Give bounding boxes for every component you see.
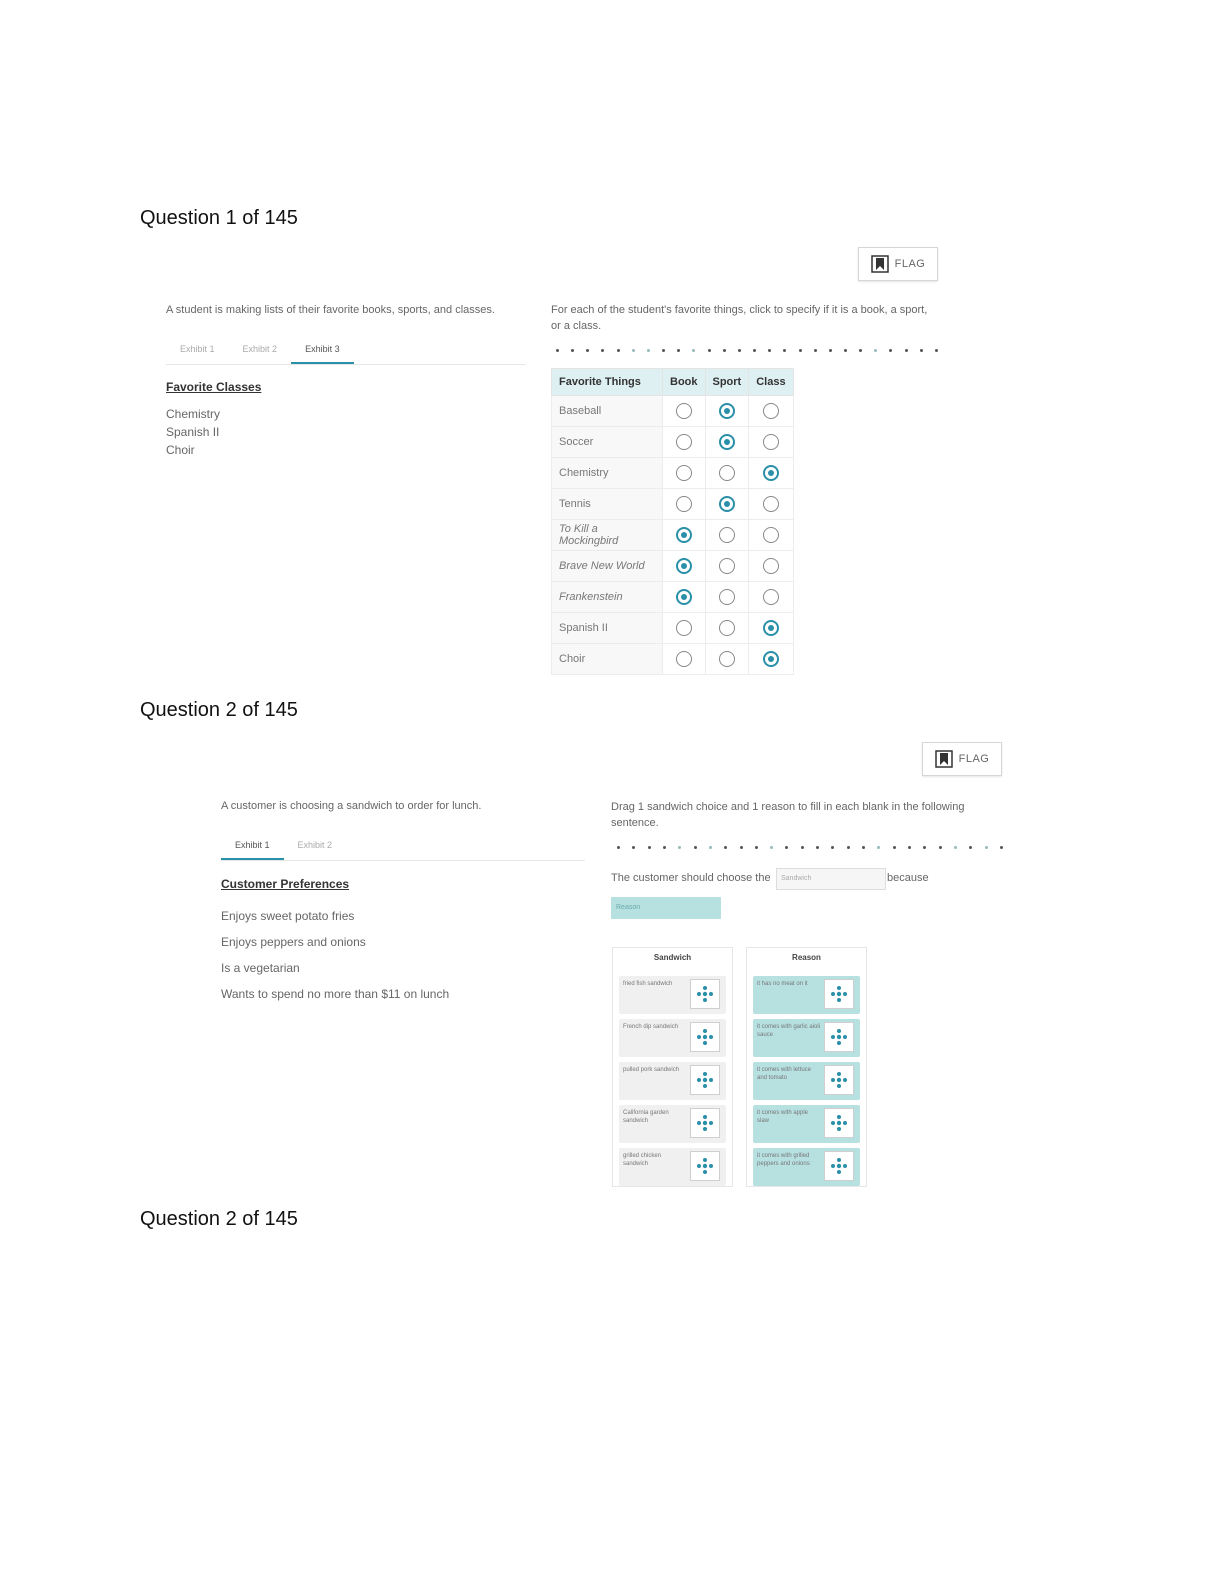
divider-dot xyxy=(923,846,926,849)
divider-dot xyxy=(920,349,923,352)
reason-option-label: it has no meat on it xyxy=(757,981,808,987)
reason-option[interactable] xyxy=(753,1019,860,1057)
divider-dot xyxy=(738,349,741,352)
sandwich-option[interactable] xyxy=(619,1062,726,1100)
reason-options-column xyxy=(746,947,867,1187)
grid-row xyxy=(552,458,794,489)
grid-radio-cell xyxy=(749,582,793,613)
question-2-header: Question 2 of 145 xyxy=(140,699,298,721)
divider-dot xyxy=(801,846,804,849)
divider-dot xyxy=(556,349,559,352)
divider-dot xyxy=(877,846,880,849)
class-radio[interactable] xyxy=(763,527,779,543)
grid-radio-cell xyxy=(705,396,749,427)
grid-row xyxy=(552,427,794,458)
divider-dot xyxy=(723,349,726,352)
reason-option[interactable] xyxy=(753,976,860,1014)
divider-dot xyxy=(1000,846,1003,849)
divider-dot xyxy=(648,846,651,849)
grid-row-label: Brave New World xyxy=(552,551,663,582)
divider-dot xyxy=(939,846,942,849)
sandwich-options-column xyxy=(612,947,733,1187)
divider-dot xyxy=(935,349,938,352)
grid-radio-cell xyxy=(705,520,749,551)
divider-dot xyxy=(785,846,788,849)
exhibit-title: Favorite Classes xyxy=(166,380,262,394)
question-instruction: For each of the student's favorite things, click to specify if it is a book, a sport, or a class. xyxy=(551,304,928,332)
grid-row xyxy=(552,520,794,551)
grid-radio-cell xyxy=(663,582,706,613)
flag-button[interactable] xyxy=(858,247,938,281)
exhibit-list xyxy=(166,405,220,459)
grid-radio-cell xyxy=(705,582,749,613)
reason-option[interactable] xyxy=(753,1105,860,1143)
reason-column-header: Reason xyxy=(792,953,821,962)
answer-grid xyxy=(551,368,794,675)
divider-dot xyxy=(677,349,680,352)
class-radio[interactable] xyxy=(763,651,779,667)
divider-dot xyxy=(799,349,802,352)
grid-radio-cell xyxy=(749,427,793,458)
divider-dot xyxy=(755,846,758,849)
grid-row-label: Soccer xyxy=(552,427,663,458)
exhibit-tabs xyxy=(221,838,585,861)
move-icon[interactable] xyxy=(824,1022,854,1052)
grid-radio-cell xyxy=(663,427,706,458)
exhibit-item: Enjoys peppers and onions xyxy=(221,935,366,949)
divider-dot xyxy=(816,846,819,849)
grid-radio-cell xyxy=(705,644,749,675)
book-radio[interactable] xyxy=(676,589,692,605)
tab-exhibit-2[interactable]: Exhibit 2 xyxy=(297,840,333,850)
grid-header-book: Book xyxy=(663,369,706,396)
bookmark-icon xyxy=(935,750,953,768)
sport-radio[interactable] xyxy=(719,465,735,481)
sport-radio[interactable] xyxy=(719,589,735,605)
reason-option[interactable] xyxy=(753,1148,860,1186)
divider-dot xyxy=(969,846,972,849)
reason-option-label: it comes with garlic aioli sauce xyxy=(757,1024,821,1038)
class-radio[interactable] xyxy=(763,620,779,636)
divider-dot xyxy=(753,349,756,352)
divider-dot xyxy=(740,846,743,849)
grid-radio-cell xyxy=(705,489,749,520)
question-stem: A customer is choosing a sandwich to order for lunch. xyxy=(221,800,482,812)
exhibit-item: Wants to spend no more than $11 on lunch xyxy=(221,987,450,1001)
move-icon[interactable] xyxy=(824,979,854,1009)
divider-dot xyxy=(601,349,604,352)
exhibit-item: Spanish II xyxy=(166,425,220,439)
divider-dot xyxy=(831,846,834,849)
sport-radio[interactable] xyxy=(719,496,735,512)
divider-dot xyxy=(663,846,666,849)
grid-row xyxy=(552,613,794,644)
grid-row-label: Chemistry xyxy=(552,458,663,489)
class-radio[interactable] xyxy=(763,403,779,419)
grid-radio-cell xyxy=(749,644,793,675)
book-radio[interactable] xyxy=(676,465,692,481)
grid-radio-cell xyxy=(663,489,706,520)
grid-row xyxy=(552,489,794,520)
grid-radio-cell xyxy=(749,396,793,427)
grid-row-label: Spanish II xyxy=(552,613,663,644)
divider-dot xyxy=(647,349,650,352)
reason-option-label: it comes with apple slaw xyxy=(757,1110,809,1124)
book-radio[interactable] xyxy=(676,527,692,543)
grid-radio-cell xyxy=(663,551,706,582)
grid-radio-cell xyxy=(749,458,793,489)
grid-radio-cell xyxy=(663,613,706,644)
divider-dot xyxy=(985,846,988,849)
sandwich-option-label: California garden sandwich xyxy=(623,1110,669,1124)
grid-row xyxy=(552,582,794,613)
exhibit-item: Is a vegetarian xyxy=(221,961,300,975)
flag-label: FLAG xyxy=(894,258,926,270)
bookmark-icon xyxy=(871,255,889,273)
question-1-header: Question 1 of 145 xyxy=(140,207,298,229)
grid-row xyxy=(552,644,794,675)
sandwich-column-header: Sandwich xyxy=(653,953,692,962)
divider-dot xyxy=(586,349,589,352)
divider-dot xyxy=(954,846,957,849)
exhibit-tabs xyxy=(166,342,526,365)
question-instruction: Drag 1 sandwich choice and 1 reason to fill in each blank in the following sentence. xyxy=(611,801,965,829)
move-icon[interactable] xyxy=(690,1022,720,1052)
divider-dot xyxy=(571,349,574,352)
exhibit-item: Choir xyxy=(166,443,195,457)
divider-dot xyxy=(617,846,620,849)
divider-dot xyxy=(678,846,681,849)
exhibit-title: Customer Preferences xyxy=(221,877,350,891)
question-stem: A student is making lists of their favorite books, sports, and classes. xyxy=(166,304,495,316)
tab-exhibit-2[interactable]: Exhibit 2 xyxy=(242,344,278,354)
divider-dot xyxy=(847,846,850,849)
grid-radio-cell xyxy=(663,520,706,551)
divider-dot xyxy=(662,349,665,352)
grid-radio-cell xyxy=(705,458,749,489)
move-icon[interactable] xyxy=(824,1108,854,1138)
grid-radio-cell xyxy=(749,551,793,582)
divider-dot xyxy=(862,846,865,849)
grid-radio-cell xyxy=(749,613,793,644)
divider-dot xyxy=(844,349,847,352)
sandwich-option[interactable] xyxy=(619,1148,726,1186)
exhibit-item: Chemistry xyxy=(166,407,221,421)
sport-radio[interactable] xyxy=(719,558,735,574)
sport-radio[interactable] xyxy=(719,434,735,450)
reason-option[interactable] xyxy=(753,1062,860,1100)
divider-dot xyxy=(783,349,786,352)
grid-radio-cell xyxy=(749,489,793,520)
grid-row xyxy=(552,396,794,427)
grid-radio-cell xyxy=(705,613,749,644)
move-icon[interactable] xyxy=(690,979,720,1009)
sport-radio[interactable] xyxy=(719,620,735,636)
sandwich-option-label: grilled chicken sandwich xyxy=(623,1153,662,1167)
sandwich-option[interactable] xyxy=(619,976,726,1014)
book-radio[interactable] xyxy=(676,651,692,667)
grid-header-sport: Sport xyxy=(705,369,749,396)
question-3-header: Question 2 of 145 xyxy=(140,1208,298,1230)
divider-dot xyxy=(694,846,697,849)
grid-header-item: Favorite Things xyxy=(552,369,663,396)
divider-dot xyxy=(709,846,712,849)
divider-dot xyxy=(874,349,877,352)
tab-exhibit-3[interactable]: Exhibit 3 xyxy=(291,342,354,364)
book-radio[interactable] xyxy=(676,434,692,450)
sport-radio[interactable] xyxy=(719,651,735,667)
class-radio[interactable] xyxy=(763,558,779,574)
divider-dot xyxy=(859,349,862,352)
grid-radio-cell xyxy=(663,644,706,675)
divider-dot xyxy=(708,349,711,352)
divider-dot xyxy=(889,349,892,352)
flag-button[interactable] xyxy=(922,742,1002,776)
grid-radio-cell xyxy=(705,551,749,582)
class-radio[interactable] xyxy=(763,496,779,512)
grid-row-label: Tennis xyxy=(552,489,663,520)
divider-dot xyxy=(770,846,773,849)
book-radio[interactable] xyxy=(676,620,692,636)
divider-dots xyxy=(556,347,938,353)
divider-dot xyxy=(908,846,911,849)
move-icon[interactable] xyxy=(690,1065,720,1095)
sandwich-drop-zone[interactable]: Sandwich xyxy=(776,868,886,890)
divider-dot xyxy=(724,846,727,849)
grid-row-label: To Kill a Mockingbird xyxy=(552,520,663,551)
move-icon[interactable] xyxy=(824,1151,854,1181)
class-radio[interactable] xyxy=(763,434,779,450)
sandwich-option-label: pulled pork sandwich xyxy=(623,1067,680,1073)
tab-exhibit-1[interactable]: Exhibit 1 xyxy=(221,838,284,860)
move-icon[interactable] xyxy=(690,1108,720,1138)
divider-dots xyxy=(617,844,1003,850)
sport-radio[interactable] xyxy=(719,403,735,419)
grid-row-label: Baseball xyxy=(552,396,663,427)
move-icon[interactable] xyxy=(824,1065,854,1095)
book-radio[interactable] xyxy=(676,558,692,574)
divider-dot xyxy=(905,349,908,352)
sandwich-option-label: French dip sandwich xyxy=(623,1024,679,1030)
divider-dot xyxy=(692,349,695,352)
flag-label: FLAG xyxy=(958,753,990,765)
divider-dot xyxy=(617,349,620,352)
divider-dot xyxy=(768,349,771,352)
sentence-mid: because xyxy=(887,872,929,884)
class-radio[interactable] xyxy=(763,589,779,605)
sandwich-option[interactable] xyxy=(619,1105,726,1143)
divider-dot xyxy=(814,349,817,352)
book-radio[interactable] xyxy=(676,496,692,512)
sport-radio[interactable] xyxy=(719,527,735,543)
exhibit-list xyxy=(221,903,449,1007)
grid-radio-cell xyxy=(663,396,706,427)
divider-dot xyxy=(632,846,635,849)
book-radio[interactable] xyxy=(676,403,692,419)
grid-radio-cell xyxy=(705,427,749,458)
reason-drop-zone[interactable]: Reason xyxy=(611,897,721,919)
tab-exhibit-1[interactable]: Exhibit 1 xyxy=(180,344,215,354)
reason-option-label: it comes with grilled peppers and onions xyxy=(757,1153,810,1167)
grid-row xyxy=(552,551,794,582)
class-radio[interactable] xyxy=(763,465,779,481)
divider-dot xyxy=(632,349,635,352)
sandwich-option-label: fried fish sandwich xyxy=(623,981,673,987)
grid-row-label: Choir xyxy=(552,644,663,675)
divider-dot xyxy=(893,846,896,849)
grid-radio-cell xyxy=(663,458,706,489)
divider-dot xyxy=(829,349,832,352)
move-icon[interactable] xyxy=(690,1151,720,1181)
grid-row-label: Frankenstein xyxy=(552,582,663,613)
grid-header-class: Class xyxy=(749,369,793,396)
reason-option-label: it comes with lettuce and tomato xyxy=(757,1067,812,1081)
exhibit-item: Enjoys sweet potato fries xyxy=(221,909,355,923)
sandwich-option[interactable] xyxy=(619,1019,726,1057)
sentence-start: The customer should choose the xyxy=(611,872,771,884)
grid-radio-cell xyxy=(749,520,793,551)
